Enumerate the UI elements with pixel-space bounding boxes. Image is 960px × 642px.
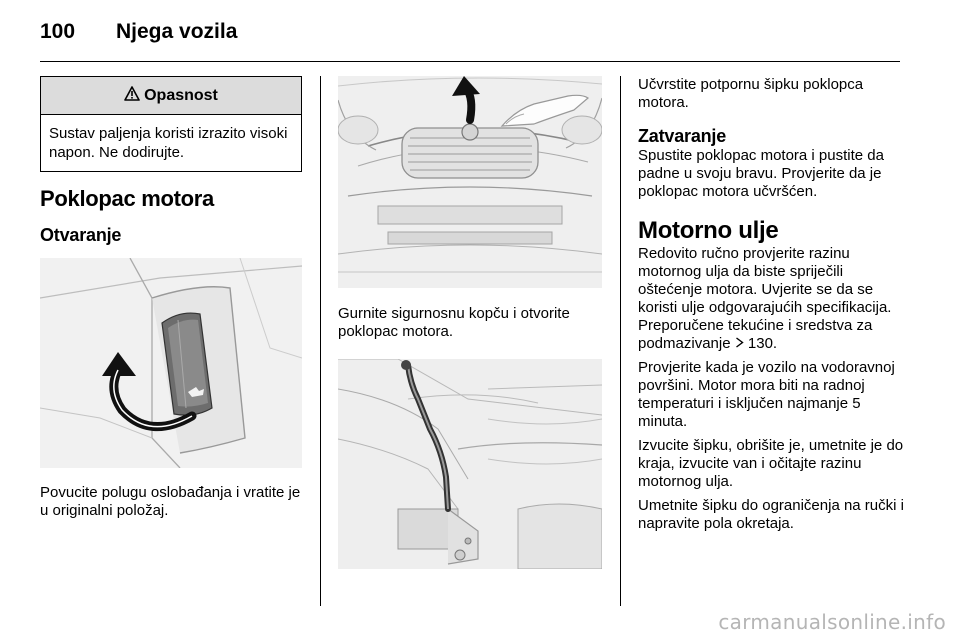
section-heading: Poklopac motora (40, 186, 214, 211)
paragraph-text: Redovito ručno provjerite razinu motornog ulja da biste spriječili oštećenje motora. Uvjerite se da se koristi ulje odgovarajućih specifikacija. Preporučene tekućine i sredstva za podmazivanje (638, 245, 892, 352)
page-reference-icon (735, 335, 744, 352)
hood-support-rod-image (338, 359, 602, 569)
column-middle (338, 76, 602, 569)
column-right (638, 76, 904, 533)
warning-triangle-icon (124, 86, 140, 106)
paragraph: Spustite poklopac motora i pustite da padne u svoju bravu. Provjerite da je poklopac motora učvršćen. (638, 147, 884, 200)
column-divider (620, 76, 621, 606)
warning-text: Sustav paljenja koristi izrazito visoki napon. Ne dodirujte. (49, 125, 288, 161)
hood-release-lever-image (40, 258, 302, 468)
subsection-heading: Zatvaranje (638, 126, 727, 146)
page-number: 100 (40, 20, 76, 43)
page-reference: 130. (747, 335, 778, 352)
watermark: carmanualsonline.info (718, 610, 946, 634)
column-divider (320, 76, 321, 606)
warning-header (41, 77, 301, 115)
warning-title: Opasnost (144, 86, 218, 104)
warning-box (40, 76, 302, 172)
bonnet-release-image (338, 76, 602, 288)
column-left (40, 76, 302, 520)
page-header (40, 16, 900, 52)
paragraph: Umetnite šipku do ograničenja na ručki i napravite pola okretaja. (638, 497, 904, 532)
chapter-title: Njega vozila (116, 20, 238, 43)
paragraph: Učvrstite potpornu šipku poklopca motora. (638, 76, 864, 111)
paragraph: Provjerite kada je vozilo na vodoravnoj površini. Motor mora biti na radnoj temperaturi i isključen najmanje 5 minuta. (638, 359, 895, 430)
figure-caption: Povucite polugu oslobađanja i vratite je u originalni položaj. (40, 484, 301, 519)
subsection-heading: Otvaranje (40, 225, 122, 245)
header-rule (40, 61, 900, 62)
section-heading: Motorno ulje (638, 217, 779, 244)
paragraph (638, 245, 904, 353)
paragraph: Izvucite šipku, obrišite je, umetnite je do kraja, izvucite van i očitajte razinu motornog ulja. (638, 437, 904, 490)
figure-caption: Gurnite sigurnosnu kopču i otvorite poklopac motora. (338, 305, 570, 340)
